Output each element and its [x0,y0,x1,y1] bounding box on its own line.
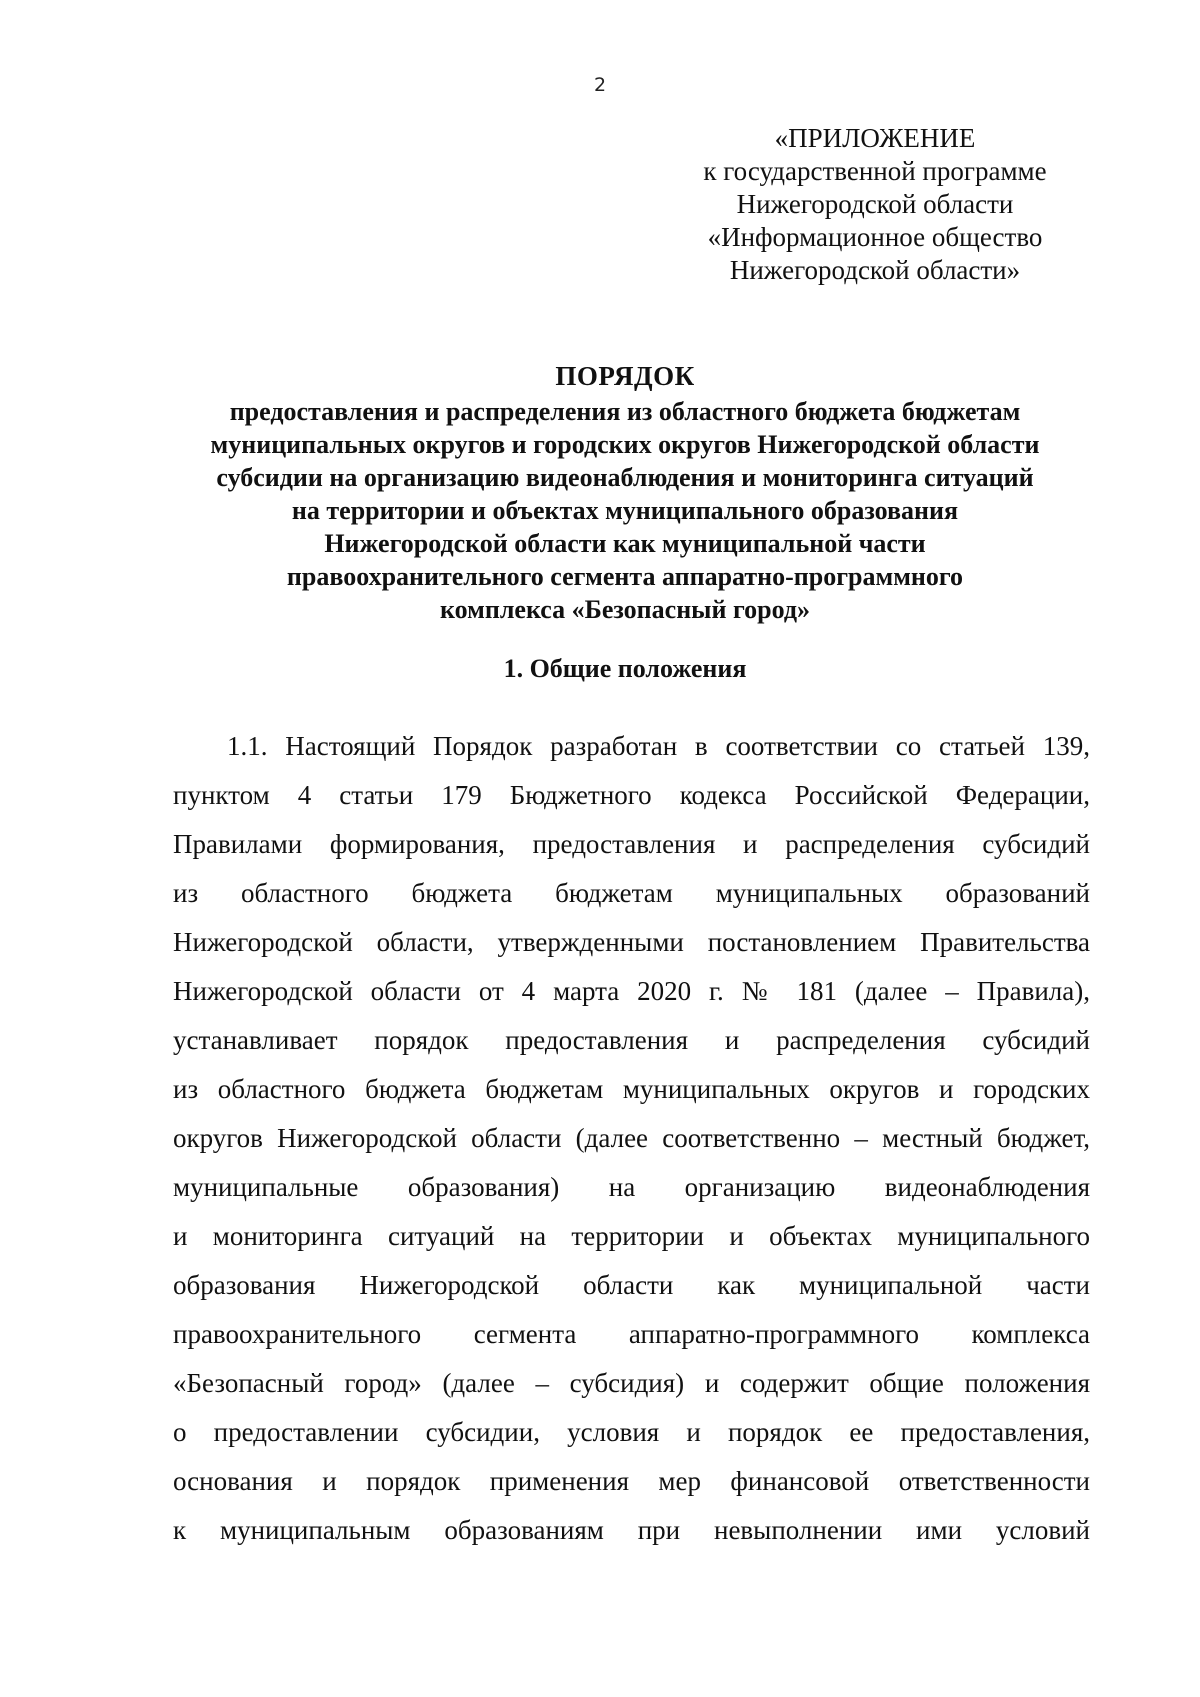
subtitle-line: субсидии на организацию видеонаблюдения и мониторинга ситуаций [216,463,1034,492]
document-title: ПОРЯДОК [555,361,695,391]
paragraph-line: округов Нижегородской области (далее соответственно – местный бюджет, [173,1123,1090,1153]
paragraph-line: из областного бюджета бюджетам муниципальных образований [173,878,1090,908]
section-heading: 1. Общие положения [503,654,747,683]
document-subtitle [160,395,1090,626]
section-paragraph [173,730,1090,1563]
document-title-block [160,360,1090,626]
paragraph-line: 1.1. Настоящий Порядок разработан в соответствии со статьей 139, [227,731,1090,761]
appendix-line: Нижегородской области» [729,255,1021,285]
paragraph-line: пунктом 4 статьи 179 Бюджетного кодекса Российской Федерации, [173,780,1090,810]
appendix-line: «Информационное общество [707,222,1043,252]
subtitle-line: муниципальных округов и городских округов Нижегородской области [210,430,1040,459]
paragraph-line: Нижегородской области от 4 марта 2020 г. № 181 (далее – Правила), [173,976,1090,1006]
paragraph-line: правоохранительного сегмента аппаратно-программного комплекса [173,1319,1090,1349]
paragraph-line: и мониторинга ситуаций на территории и объектах муниципального [173,1221,1090,1251]
paragraph-line: муниципальные образования) на организацию видеонаблюдения [173,1172,1090,1202]
appendix-line: к государственной программе [703,156,1047,186]
paragraph-line: Нижегородской области, утвержденными постановлением Правительства [173,927,1090,957]
paragraph-line: Правилами формирования, предоставления и распределения субсидий [173,829,1090,859]
paragraph-line: о предоставлении субсидии, условия и порядок ее предоставления, [173,1417,1090,1447]
subtitle-line: на территории и объектах муниципального образования [291,496,959,525]
paragraph-line: «Безопасный город» (далее – субсидия) и содержит общие положения [173,1368,1090,1398]
paragraph-line: из областного бюджета бюджетам муниципальных округов и городских [173,1074,1090,1104]
paragraph-line: основания и порядок применения мер финансовой ответственности [173,1466,1090,1496]
paragraph-line: образования Нижегородской области как муниципальной части [173,1270,1090,1300]
paragraph-line: к муниципальным образованиям при невыполнении ими условий [173,1515,1090,1545]
subtitle-line: правоохранительного сегмента аппаратно-программного [286,562,964,591]
appendix-reference [660,122,1090,287]
subtitle-line: предоставления и распределения из областного бюджета бюджетам [229,397,1021,426]
paragraph-line: устанавливает порядок предоставления и распределения субсидий [173,1025,1090,1055]
appendix-line: «ПРИЛОЖЕНИЕ [774,123,976,153]
page-number: 2 [593,74,607,96]
appendix-line: Нижегородской области [736,189,1014,219]
subtitle-line: комплекса «Безопасный город» [440,595,810,624]
subtitle-line: Нижегородской области как муниципальной части [324,529,926,558]
